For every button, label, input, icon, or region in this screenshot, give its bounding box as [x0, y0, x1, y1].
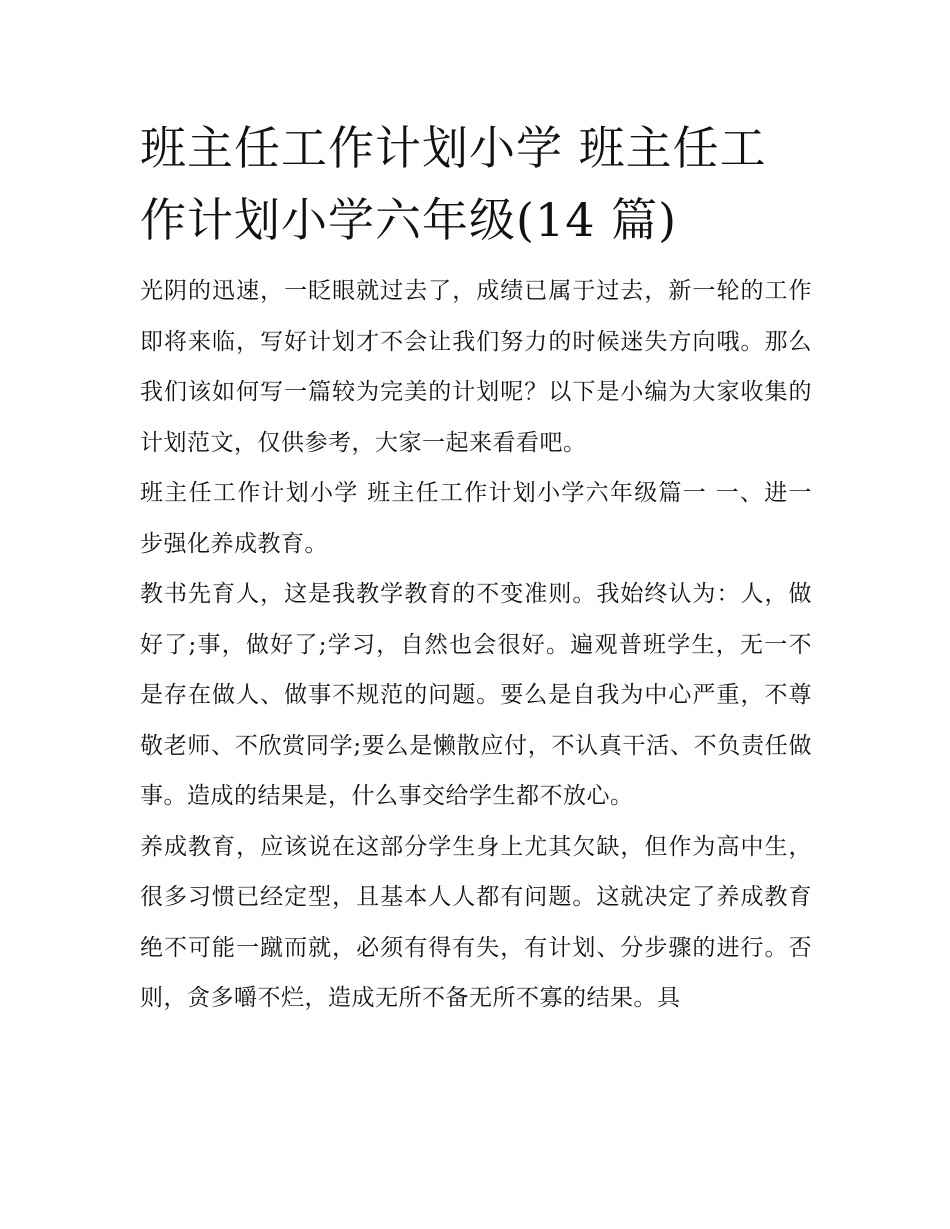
paragraph-habit-education: 养成教育，应该说在这部分学生身上尤其欠缺，但作为高中生，很多习惯已经定型，且基本人人都有问题。这就决定了养成教育绝不可能一蹴而就，必须有得有失，有计划、分步骤的进行。否则，贪多嚼不烂，造成无所不备无所不寡的结果。具 — [140, 833, 812, 1011]
paragraph-intro: 光阴的迅速，一眨眼就过去了，成绩已属于过去，新一轮的工作即将来临，写好计划才不会让我们努力的时候迷失方向哦。那么我们该如何写一篇较为完美的计划呢？以下是小编为大家收集的计划范文，仅供参考，大家一起来看看吧。 — [140, 278, 812, 456]
paragraph-principle: 教书先育人，这是我教学教育的不变准则。我始终认为：人，做好了;事，做好了;学习，自然也会很好。遍观普班学生，无一不是存在做人、做事不规范的问题。要么是自我为中心严重，不尊敬老师、不欣赏同学;要么是懒散应付，不认真干活、不负责任做事。造成的结果是，什么事交给学生都不放心。 — [140, 581, 812, 809]
paragraph-section-heading: 班主任工作计划小学 班主任工作计划小学六年级篇一 一、进一步强化养成教育。 — [140, 480, 812, 557]
document-title: 班主任工作计划小学 班主任工作计划小学六年级(14 篇) — [140, 121, 767, 247]
document-body — [140, 112, 812, 1024]
